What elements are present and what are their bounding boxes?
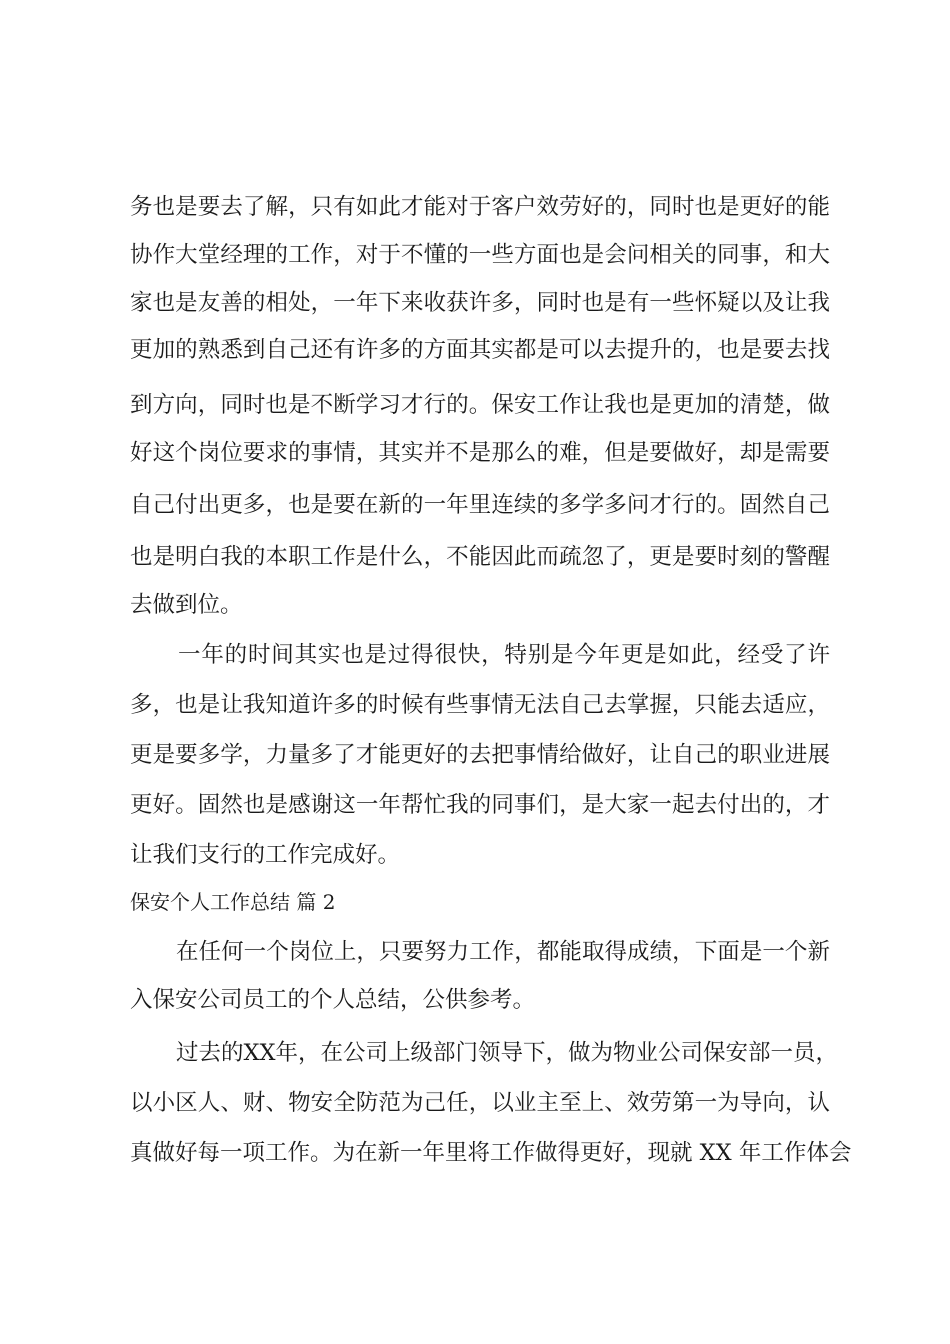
paragraph-1-line-1: 务也是要去了解，只有如此才能对于客户效劳好的，同时也是更好的能 [130,194,830,220]
paragraph-1-line-3: 家也是友善的相处，一年下来收获许多，同时也是有一些怀疑以及让我 [130,290,830,316]
paragraph-3-line-2: 入保安公司员工的个人总结，公供参考。 [130,987,536,1013]
paragraph-4-line-3: 真做好每一项工作。为在新一年里将工作做得更好，现就 XX 年工作体会 [130,1140,852,1166]
paragraph-1-line-4: 更加的熟悉到自己还有许多的方面其实都是可以去提升的，也是要去找 [130,337,830,363]
paragraph-1-line-9: 去做到位。 [130,592,243,618]
paragraph-4-line-2: 以小区人、财、物安全防范为己任，以业主至上、效劳第一为导向，认 [130,1090,830,1116]
paragraph-4-line-1: 过去的XX年，在公司上级部门领导下，做为物业公司保安部一员， [176,1040,839,1066]
paragraph-1-line-7: 自己付出更多，也是要在新的一年里连续的多学多问才行的。固然自己 [130,492,830,518]
paragraph-1-line-2: 协作大堂经理的工作，对于不懂的一些方面也是会问相关的同事，和大 [130,242,830,268]
paragraph-2-line-3: 更是要多学，力量多了才能更好的去把事情给做好，让自己的职业进展 [130,742,830,768]
paragraph-1-line-8: 也是明白我的本职工作是什么，不能因此而疏忽了，更是要时刻的警醒 [130,544,830,570]
paragraph-2-line-4: 更好。固然也是感谢这一年帮忙我的同事们，是大家一起去付出的，才 [130,792,830,818]
paragraph-1-line-5: 到方向，同时也是不断学习才行的。保安工作让我也是更加的清楚，做 [130,392,830,418]
paragraph-2-line-1: 一年的时间其实也是过得很快，特别是今年更是如此，经受了许 [178,642,830,668]
section-heading: 保安个人工作总结 篇 2 [130,890,336,914]
paragraph-3-line-1: 在任何一个岗位上，只要努力工作，都能取得成绩，下面是一个新 [176,939,830,965]
paragraph-2-line-5: 让我们支行的工作完成好。 [130,842,401,868]
paragraph-1-line-6: 好这个岗位要求的事情，其实并不是那么的难，但是要做好，却是需要 [130,440,830,466]
paragraph-2-line-2: 多，也是让我知道许多的时候有些事情无法自己去掌握，只能去适应， [130,692,830,718]
